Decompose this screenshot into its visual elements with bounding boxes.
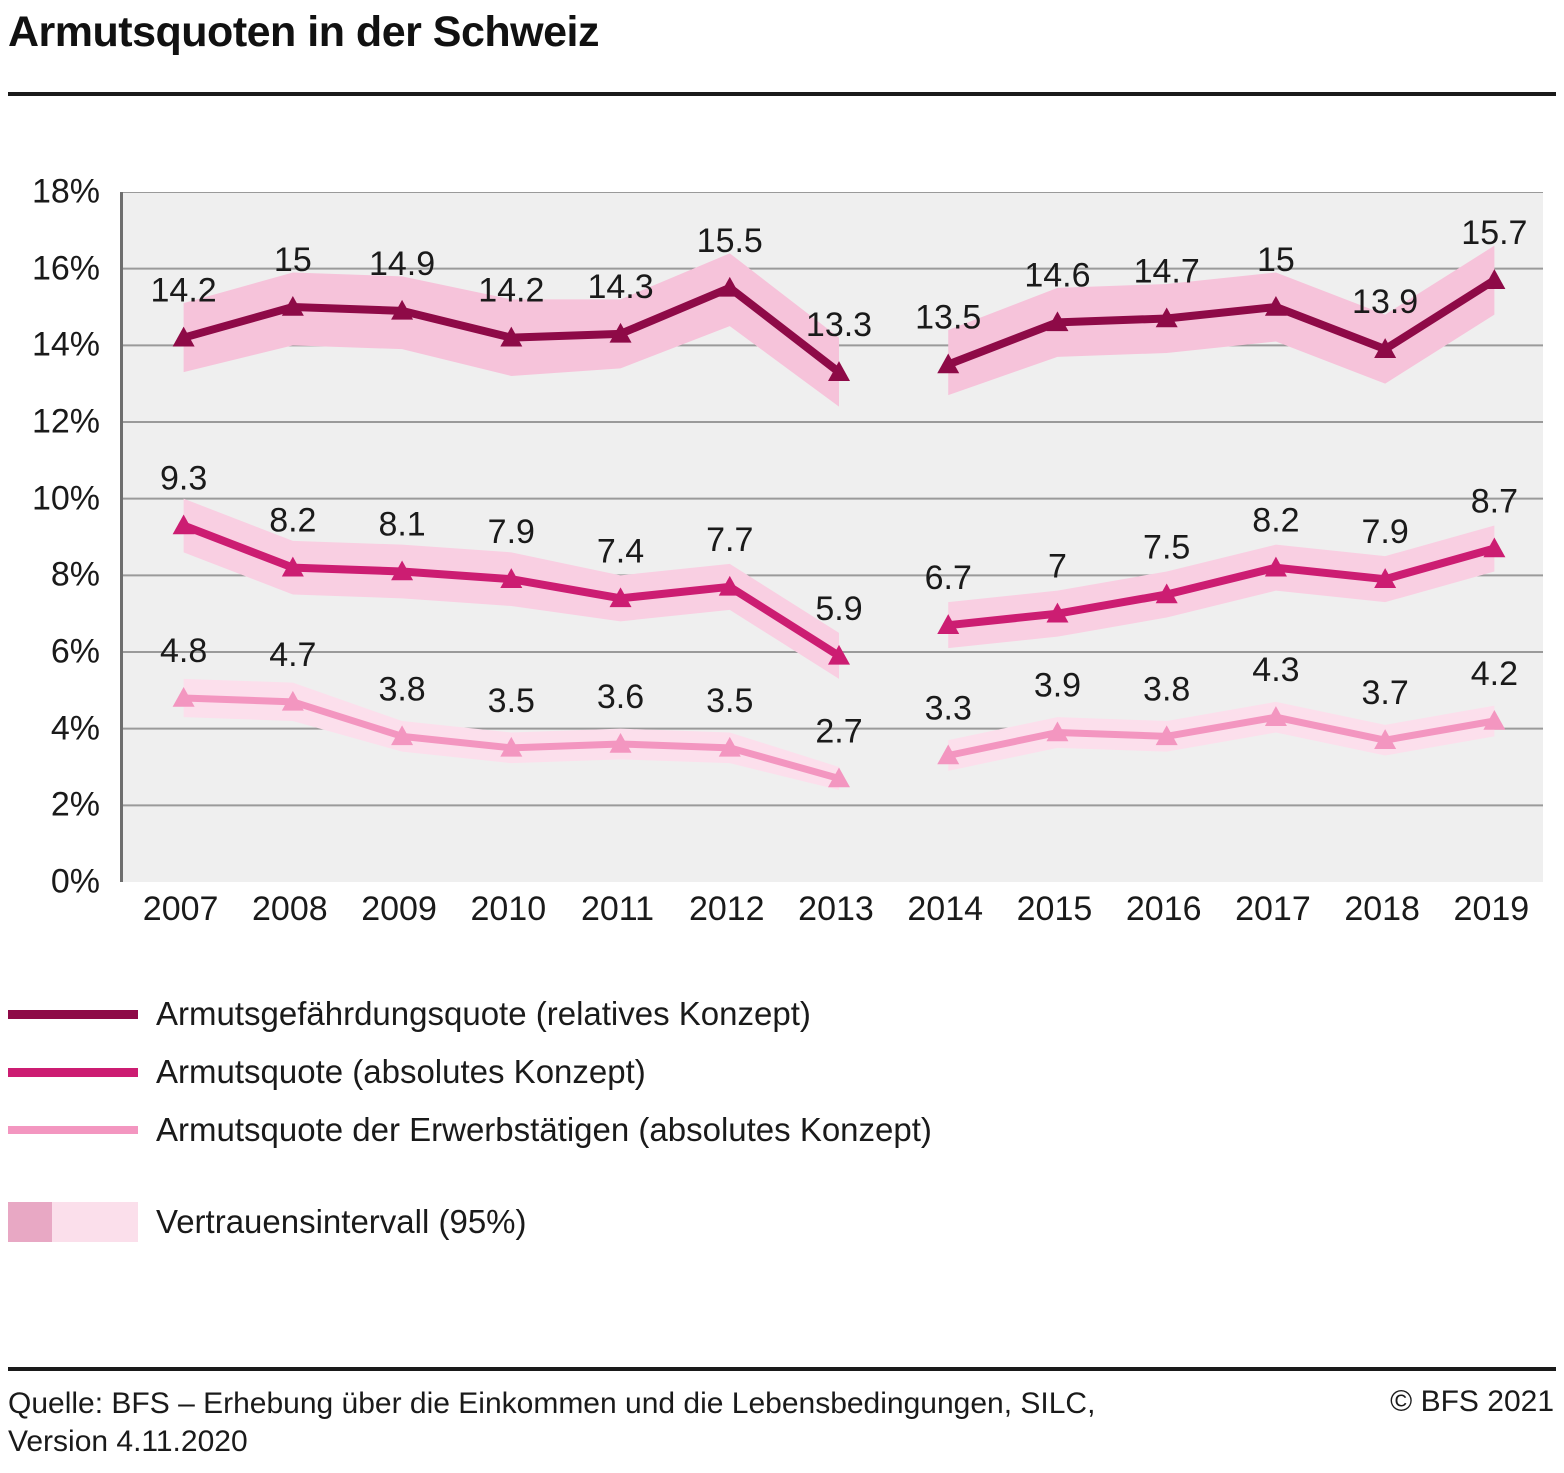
data-value-label: 14.6 [1024,256,1091,295]
y-axis-labels [0,150,118,930]
data-value-label: 8.2 [269,501,317,540]
data-value-label: 14.2 [150,271,217,310]
data-value-label: 13.9 [1352,283,1419,322]
data-value-label: 7.7 [706,520,754,559]
data-value-label: 3.8 [378,670,426,709]
data-value-label: 14.2 [478,271,545,310]
data-value-label: 15.7 [1461,214,1528,253]
data-value-label: 4.3 [1252,651,1300,690]
y-tick-label: 10% [31,479,100,518]
x-tick-label: 2011 [580,890,655,928]
legend-item-2 [8,1101,1556,1159]
data-value-label: 6.7 [924,559,972,598]
data-value-label: 4.2 [1470,655,1519,693]
y-tick-label: 2% [50,785,100,824]
data-value-label: 7.4 [596,532,645,571]
y-tick-label: 4% [50,709,100,748]
data-value-label: 14.7 [1133,252,1200,291]
data-value-label: 15 [1257,241,1295,279]
x-tick-label: 2017 [1235,890,1311,928]
x-tick-label: 2013 [798,890,874,928]
data-value-label: 15 [273,241,312,279]
data-value-label: 13.5 [915,298,982,337]
confidence-band [948,526,1494,649]
y-tick-label: 16% [31,249,100,288]
legend-label-ci: Vertrauensintervall (95%) [156,1203,527,1240]
footer-divider [8,1367,1556,1371]
data-value-label: 4.7 [269,635,317,674]
data-value-label: 8.7 [1470,482,1519,521]
x-tick-label: 2014 [907,890,984,928]
data-value-label: 5.9 [815,589,863,628]
legend-line-swatch-absolute [8,1068,138,1077]
legend-ci-swatch-light [52,1202,138,1242]
x-tick-label: 2007 [142,890,219,928]
legend-label-relative: Armutsgefährdungsquote (relatives Konzept) [156,995,811,1032]
data-value-label: 7 [1048,547,1067,586]
data-value-label: 14.9 [368,244,436,283]
data-value-label: 3.3 [924,689,972,728]
y-tick-label: 14% [31,325,100,364]
copyright-note: © BFS 2021 [1390,1385,1554,1418]
data-value-label: 8.1 [378,505,426,544]
data-value-label: 3.5 [487,681,535,720]
data-value-label: 3.7 [1361,674,1409,713]
y-tick-label: 0% [50,862,100,901]
x-tick-label: 2012 [688,890,765,928]
plot-area [120,192,1543,882]
source-note: Quelle: BFS – Erhebung über die Einkommen und die Lebensbedingungen, SILC, Version 4.11.2020 [8,1387,1096,1459]
data-value-label: 8.2 [1252,501,1300,540]
x-tick-label: 2019 [1453,890,1530,928]
data-value-label: 7.9 [487,513,535,552]
legend-item-0 [8,985,1556,1043]
data-value-label: 14.3 [587,267,654,306]
x-tick-label: 2015 [1016,890,1093,928]
y-tick-label: 12% [31,402,100,441]
legend-item-1 [8,1043,1556,1101]
x-tick-label: 2016 [1125,890,1202,928]
legend-item-ci [8,1193,1556,1251]
data-value-label: 3.6 [596,678,645,716]
data-value-label: 9.3 [159,459,208,498]
chart-legend [8,985,1556,1251]
legend-ci-swatch-dark [8,1202,52,1242]
y-tick-label: 18% [31,172,100,211]
legend-line-swatch-working [8,1126,138,1134]
x-tick-label: 2008 [252,890,328,928]
title-divider [8,92,1556,96]
data-value-label: 7.5 [1143,528,1191,567]
data-value-label: 13.3 [805,306,873,345]
x-axis-labels [120,890,1540,950]
data-value-label: 7.9 [1361,513,1409,552]
data-value-label: 3.8 [1143,670,1191,709]
x-tick-label: 2010 [470,890,547,928]
x-tick-label: 2009 [361,890,437,928]
page-title: Armutsquoten in der Schweiz [8,8,599,56]
x-tick-label: 2018 [1344,890,1420,928]
legend-label-working: Armutsquote der Erwerbstätigen (absolutes Konzept) [156,1111,932,1148]
legend-label-absolute: Armutsquote (absolutes Konzept) [156,1053,646,1090]
chart-container [0,150,1564,950]
data-value-label: 4.8 [159,632,208,670]
legend-line-swatch-relative [8,1010,138,1019]
data-value-label: 2.7 [815,712,863,751]
data-value-label: 3.9 [1033,666,1082,705]
data-value-label: 3.5 [706,681,754,720]
legend-ci-swatch [8,1202,138,1242]
y-tick-label: 6% [50,632,100,671]
y-tick-label: 8% [50,555,100,594]
data-value-label: 15.5 [696,221,763,260]
chart-svg [123,192,1543,882]
